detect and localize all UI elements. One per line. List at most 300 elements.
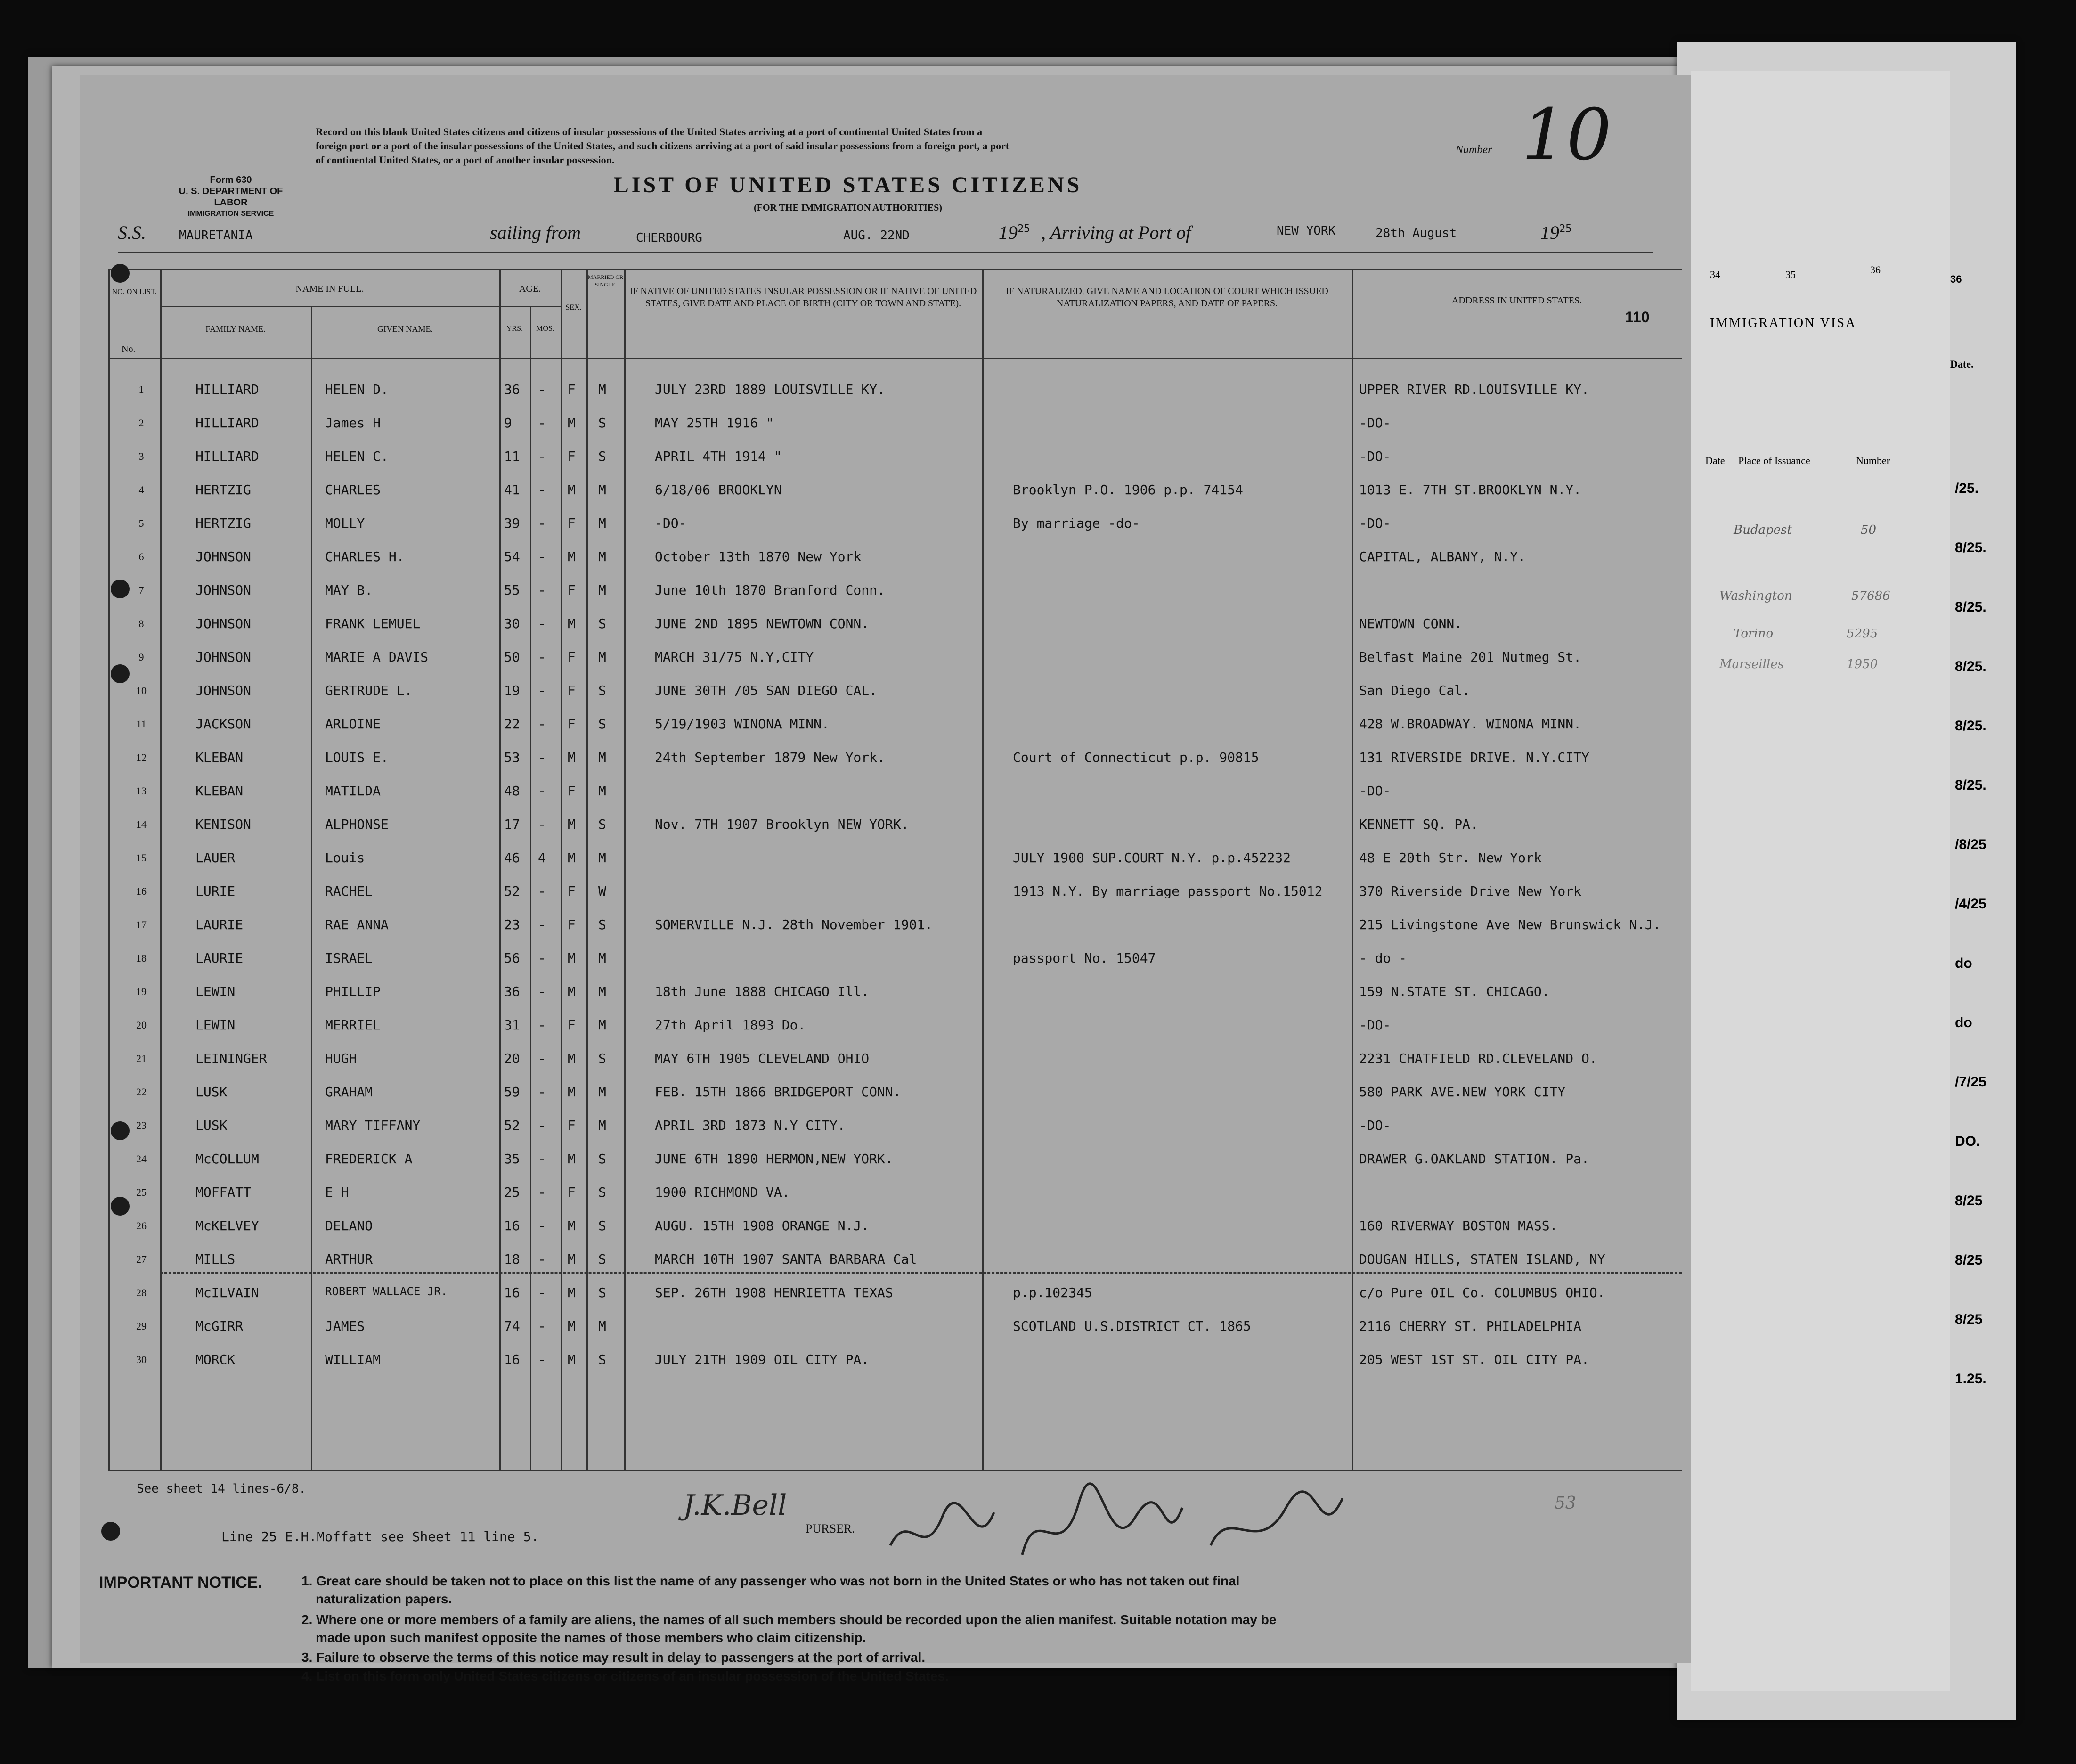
official-signatures	[881, 1489, 1352, 1569]
row-12-sex: M	[568, 750, 576, 765]
row-10-birth: JUNE 30TH /05 SAN DIEGO CAL.	[655, 683, 878, 698]
row-10-family: JOHNSON	[195, 683, 252, 698]
row-22-given: GRAHAM	[325, 1084, 373, 1100]
row-27-family: MILLS	[195, 1251, 236, 1267]
punch-hole	[111, 580, 130, 598]
col-border-0	[108, 269, 110, 1470]
row-10-sex: F	[568, 683, 576, 698]
row-29-ms: M	[598, 1318, 606, 1334]
row-30-n: 30	[136, 1354, 147, 1365]
table-bottom-border	[108, 1470, 1682, 1471]
visa-date-1: /25.	[1955, 481, 1979, 496]
row-18-sex: M	[568, 950, 576, 966]
row-16-n: 16	[136, 885, 147, 897]
row-22-n: 22	[136, 1086, 147, 1098]
visa-place-2: Washington	[1719, 589, 1792, 603]
row-1-addr: UPPER RIVER RD.LOUISVILLE KY.	[1359, 382, 1589, 397]
row-25-sex: F	[568, 1184, 576, 1200]
row-24-sex: M	[568, 1151, 576, 1167]
row-18-addr: - do -	[1359, 950, 1407, 966]
col-border-5	[561, 269, 562, 1470]
row-2-addr: -DO-	[1359, 415, 1391, 431]
header-family-name: FAMILY NAME.	[205, 324, 266, 334]
row-5-given: MOLLY	[325, 515, 365, 531]
ss-label: S.S.	[118, 222, 146, 243]
row-27-birth: MARCH 10TH 1907 SANTA BARBARA Cal	[655, 1251, 917, 1267]
row-17-sex: F	[568, 917, 576, 932]
row-27-sex: M	[568, 1251, 576, 1267]
row-18-age: 56	[504, 950, 520, 966]
department-name: U. S. DEPARTMENT OF LABOR	[179, 186, 283, 208]
row-1-ms: M	[598, 382, 606, 397]
arriving-label: , Arriving at Port of	[1041, 222, 1191, 243]
row-19-n: 19	[136, 986, 147, 997]
row-27-n: 27	[136, 1253, 147, 1265]
row-21-ms: S	[598, 1051, 606, 1066]
row-11-addr: 428 W.BROADWAY. WINONA MINN.	[1359, 716, 1582, 732]
row-29-addr: 2116 CHERRY ST. PHILADELPHIA	[1359, 1318, 1582, 1334]
row-16-nat: 1913 N.Y. By marriage passport No.15012	[1013, 883, 1323, 899]
row-24-given: FREDERICK A	[325, 1151, 413, 1167]
row-8-addr: NEWTOWN CONN.	[1359, 616, 1463, 631]
row-28-given: ROBERT WALLACE JR.	[325, 1285, 448, 1298]
row-3-family: HILLIARD	[195, 449, 259, 464]
visa-date-header: Date	[1705, 455, 1725, 466]
row-3-ms: S	[598, 449, 606, 464]
row-24-age: 35	[504, 1151, 520, 1167]
row-11-given: ARLOINE	[325, 716, 381, 732]
header-naturalization: IF NATURALIZED, GIVE NAME AND LOCATION OF COURT WHICH ISSUED NATURALIZATION PAPERS, AND DATE OF PAPERS.	[1006, 286, 1328, 309]
row-24-ms: S	[598, 1151, 606, 1167]
visa-date-12: DO.	[1955, 1134, 1980, 1149]
row-21-mos: -	[538, 1051, 546, 1066]
row-29-age: 74	[504, 1318, 520, 1334]
row-19-addr: 159 N.STATE ST. CHICAGO.	[1359, 984, 1550, 999]
row-4-family: HERTZIG	[195, 482, 252, 498]
row-12-given: LOUIS E.	[325, 750, 389, 765]
year-2: $19^{25}$	[1540, 222, 1572, 243]
row-14-ms: S	[598, 817, 606, 832]
row-20-given: MERRIEL	[325, 1017, 381, 1033]
visa-place-header: Place of Issuance	[1738, 455, 1810, 466]
row-10-given: GERTRUDE L.	[325, 683, 413, 698]
row-26-birth: AUGU. 15TH 1908 ORANGE N.J.	[655, 1218, 870, 1233]
row-28-nat: p.p.102345	[1013, 1285, 1092, 1300]
row-20-sex: F	[568, 1017, 576, 1033]
row-9-mos: -	[538, 649, 546, 665]
row-3-birth: APRIL 4TH 1914 "	[655, 449, 782, 464]
row-5-age: 39	[504, 515, 520, 531]
table-header-border	[108, 358, 1682, 359]
row-28-birth: SEP. 26TH 1908 HENRIETTA TEXAS	[655, 1285, 893, 1300]
row-24-family: McCOLLUM	[195, 1151, 259, 1167]
row-16-addr: 370 Riverside Drive New York	[1359, 883, 1582, 899]
row-7-mos: -	[538, 582, 546, 598]
row-12-age: 53	[504, 750, 520, 765]
row-20-birth: 27th April 1893 Do.	[655, 1017, 806, 1033]
row-28-sex: M	[568, 1285, 576, 1300]
row-15-n: 15	[136, 852, 147, 864]
row-24-n: 24	[136, 1153, 147, 1165]
row-14-given: ALPHONSE	[325, 817, 389, 832]
row-19-birth: 18th June 1888 CHICAGO Ill.	[655, 984, 870, 999]
row-6-mos: -	[538, 549, 546, 564]
col-border-8	[982, 269, 984, 1470]
visa-number-header: Number	[1856, 455, 1890, 466]
visa-date-2: 8/25.	[1955, 540, 1986, 555]
row-19-mos: -	[538, 984, 546, 999]
visa-sheet	[1691, 71, 1950, 1691]
row-14-sex: M	[568, 817, 576, 832]
row-4-nat: Brooklyn P.O. 1906 p.p. 74154	[1013, 482, 1243, 498]
visa-header: IMMIGRATION VISA	[1710, 316, 1857, 330]
row-17-age: 23	[504, 917, 520, 932]
visa-date-16: 1.25.	[1955, 1371, 1986, 1387]
voyage-underline	[118, 252, 1653, 253]
row-9-family: JOHNSON	[195, 649, 252, 665]
row-6-given: CHARLES H.	[325, 549, 405, 564]
instructions	[316, 125, 1503, 167]
header-no-on-list: NO. ON LIST.	[112, 288, 157, 296]
count-stamp: 110	[1625, 309, 1650, 326]
row-21-sex: M	[568, 1051, 576, 1066]
row-28-age: 16	[504, 1285, 520, 1300]
row-3-addr: -DO-	[1359, 449, 1391, 464]
col-border-6	[586, 269, 588, 1470]
row-6-sex: M	[568, 549, 576, 564]
col-border-9	[1352, 269, 1353, 1470]
notice-item-1b: naturalization papers.	[316, 1592, 452, 1606]
row-21-given: HUGH	[325, 1051, 357, 1066]
row-13-mos: -	[538, 783, 546, 799]
row-11-sex: F	[568, 716, 576, 732]
row-7-family: JOHNSON	[195, 582, 252, 598]
row-1-age: 36	[504, 382, 520, 397]
col-num-34: 34	[1710, 269, 1720, 280]
row-1-birth: JULY 23RD 1889 LOUISVILLE KY.	[655, 382, 885, 397]
visa-date-7: /8/25	[1955, 837, 1986, 852]
row-23-mos: -	[538, 1118, 546, 1133]
row-4-age: 41	[504, 482, 520, 498]
row-18-family: LAURIE	[195, 950, 244, 966]
date-to: 28th August	[1376, 226, 1457, 240]
row-18-n: 18	[136, 952, 147, 964]
visa-number-1: 50	[1861, 523, 1877, 537]
service-name: IMMIGRATION SERVICE	[187, 210, 274, 218]
row-30-mos: -	[538, 1352, 546, 1367]
col-border-7	[624, 269, 626, 1470]
row-4-given: CHARLES	[325, 482, 381, 498]
notice-item-4: 4. List on this form only United States citizens or citizens of an insular possession of the United States.	[301, 1669, 949, 1683]
row-15-family: LAUER	[195, 850, 236, 866]
row-26-n: 26	[136, 1220, 147, 1232]
row-3-n: 3	[138, 450, 144, 462]
row-14-age: 17	[504, 817, 520, 832]
visa-date-6: 8/25.	[1955, 777, 1986, 793]
row-9-birth: MARCH 31/75 N.Y,CITY	[655, 649, 814, 665]
row-21-n: 21	[136, 1053, 147, 1064]
notice-item-3: 3. Failure to observe the terms of this notice may result in delay to passengers at the port of arrival.	[301, 1650, 926, 1665]
visa-date-8: /4/25	[1955, 896, 1986, 912]
header-age: AGE.	[519, 284, 541, 294]
row-9-sex: F	[568, 649, 576, 665]
row-15-ms: M	[598, 850, 606, 866]
row-22-family: LUSK	[195, 1084, 228, 1100]
row-7-age: 55	[504, 582, 520, 598]
row-19-given: PHILLIP	[325, 984, 381, 999]
row-4-mos: -	[538, 482, 546, 498]
row-24-addr: DRAWER G.OAKLAND STATION. Pa.	[1359, 1151, 1589, 1167]
row-26-family: McKELVEY	[195, 1218, 259, 1233]
row-9-age: 50	[504, 649, 520, 665]
row-5-n: 5	[138, 517, 144, 529]
row-2-sex: M	[568, 415, 576, 431]
row-11-n: 11	[136, 718, 147, 730]
row-7-n: 7	[138, 584, 144, 596]
row-9-ms: M	[598, 649, 606, 665]
row-25-age: 25	[504, 1184, 520, 1200]
row-7-given: MAY B.	[325, 582, 373, 598]
see-sheet-note: See sheet 14 lines-6/8.	[137, 1482, 307, 1496]
row-21-family: LEININGER	[195, 1051, 267, 1066]
row-8-mos: -	[538, 616, 546, 631]
row-20-ms: M	[598, 1017, 606, 1033]
header-name-in-full: NAME IN FULL.	[295, 284, 364, 294]
visa-date-3: 8/25.	[1955, 599, 1986, 615]
row-28-ms: S	[598, 1285, 606, 1300]
row-29-n: 29	[136, 1320, 147, 1332]
row-1-sex: F	[568, 382, 576, 397]
row-21-age: 20	[504, 1051, 520, 1066]
instruction-line-2: foreign port or a port of the insular possessions of the United States, and such citizens arriving at a port of said insular possessions from a foreign port, a port	[316, 140, 1010, 152]
form-title: LIST OF UNITED STATES CITIZENS	[613, 172, 1083, 197]
row-19-sex: M	[568, 984, 576, 999]
row-11-birth: 5/19/1903 WINONA MINN.	[655, 716, 830, 732]
row-12-mos: -	[538, 750, 546, 765]
row-6-addr: CAPITAL, ALBANY, N.Y.	[1359, 549, 1526, 564]
row-18-ms: M	[598, 950, 606, 966]
row-14-mos: -	[538, 817, 546, 832]
row-20-n: 20	[136, 1019, 147, 1031]
row-16-ms: W	[598, 883, 606, 899]
row-17-n: 17	[136, 919, 147, 931]
form-number: Form 630	[210, 175, 252, 185]
row-10-age: 19	[504, 683, 520, 698]
row-27-mos: -	[538, 1251, 546, 1267]
row-1-given: HELEN D.	[325, 382, 389, 397]
row-12-family: KLEBAN	[195, 750, 244, 765]
row-21-addr: 2231 CHATFIELD RD.CLEVELAND O.	[1359, 1051, 1597, 1066]
row-13-sex: F	[568, 783, 576, 799]
row-4-addr: 1013 E. 7TH ST.BROOKLYN N.Y.	[1359, 482, 1582, 498]
header-birth-place: IF NATIVE OF UNITED STATES INSULAR POSSESSION OR IF NATIVE OF UNITED STATES, GIVE DATE AND PLACE OF BIRTH (CITY OR TOWN AND STATE).	[629, 286, 977, 309]
row-18-mos: -	[538, 950, 546, 966]
row-16-age: 52	[504, 883, 520, 899]
form-id-block	[174, 174, 287, 220]
col-border-2	[311, 306, 312, 1470]
header-address: ADDRESS IN UNITED STATES.	[1451, 295, 1582, 306]
row-9-addr: Belfast Maine 201 Nutmeg St.	[1359, 649, 1582, 665]
row-2-n: 2	[138, 417, 144, 429]
row-17-ms: S	[598, 917, 606, 932]
row-18-nat: passport No. 15047	[1013, 950, 1156, 966]
date-column	[1950, 264, 2063, 1387]
visa-date-13: 8/25	[1955, 1193, 1983, 1209]
row-17-family: LAURIE	[195, 917, 244, 932]
row-25-mos: -	[538, 1184, 546, 1200]
row-23-ms: M	[598, 1118, 606, 1133]
row-17-birth: SOMERVILLE N.J. 28th November 1901.	[655, 917, 933, 932]
visa-date-9: do	[1955, 956, 1972, 971]
col-border-4	[530, 306, 531, 1470]
visa-date-14: 8/25	[1955, 1252, 1983, 1268]
row-20-age: 31	[504, 1017, 520, 1033]
col-border-3	[499, 269, 501, 1470]
row-11-age: 22	[504, 716, 520, 732]
row-6-ms: M	[598, 549, 606, 564]
row-3-mos: -	[538, 449, 546, 464]
row-26-sex: M	[568, 1218, 576, 1233]
row-23-birth: APRIL 3RD 1873 N.Y CITY.	[655, 1118, 846, 1133]
instruction-line-3: of continental United States, or a port of another insular possession.	[316, 154, 615, 166]
notice-item-2: 2. Where one or more members of a family are aliens, the names of all such members should be recorded upon the alien manifest. Suitable notation may be	[301, 1612, 1277, 1627]
row-11-family: JACKSON	[195, 716, 252, 732]
row-19-family: LEWIN	[195, 984, 236, 999]
row-25-birth: 1900 RICHMOND VA.	[655, 1184, 790, 1200]
date-col-header: Date.	[1950, 358, 1974, 370]
number-label: Number	[1456, 144, 1492, 156]
row-8-birth: JUNE 2ND 1895 NEWTOWN CONN.	[655, 616, 870, 631]
row-26-ms: S	[598, 1218, 606, 1233]
row-1-mos: -	[538, 382, 546, 397]
row-19-ms: M	[598, 984, 606, 999]
row-30-age: 16	[504, 1352, 520, 1367]
row-13-n: 13	[136, 785, 147, 797]
line-25-note: Line 25 E.H.Moffatt see Sheet 11 line 5.	[221, 1529, 539, 1544]
row-17-addr: 215 Livingstone Ave New Brunswick N.J.	[1359, 917, 1661, 932]
ship-name: MAURETANIA	[179, 229, 253, 243]
row-28-addr: c/o Pure OIL Co. COLUMBUS OHIO.	[1359, 1285, 1605, 1300]
row-12-birth: 24th September 1879 New York.	[655, 750, 885, 765]
row-10-addr: San Diego Cal.	[1359, 683, 1471, 698]
row-1-n: 1	[138, 384, 144, 395]
visa-date-11: /7/25	[1955, 1074, 1986, 1090]
row-7-sex: F	[568, 582, 576, 598]
row-5-ms: M	[598, 515, 606, 531]
row-15-given: Louis	[325, 850, 365, 866]
row-8-sex: M	[568, 616, 576, 631]
row-27-ms: S	[598, 1251, 606, 1267]
row-2-birth: MAY 25TH 1916 "	[655, 415, 774, 431]
row-2-given: James H	[325, 415, 381, 431]
sailing-label: sailing from	[490, 222, 581, 243]
row-30-sex: M	[568, 1352, 576, 1367]
row-23-addr: -DO-	[1359, 1118, 1391, 1133]
row-13-age: 48	[504, 783, 520, 799]
row-16-given: RACHEL	[325, 883, 373, 899]
row-2-age: 9	[504, 415, 512, 431]
punch-hole	[111, 1121, 130, 1140]
row-17-mos: -	[538, 917, 546, 932]
row-4-birth: 6/18/06 BROOKLYN	[655, 482, 782, 498]
row-26-addr: 160 RIVERWAY BOSTON MASS.	[1359, 1218, 1558, 1233]
row-30-birth: JULY 21TH 1909 OIL CITY PA.	[655, 1352, 870, 1367]
date-col-number: 36	[1950, 273, 1962, 285]
visa-number-4: 1950	[1847, 657, 1878, 671]
row-2-ms: S	[598, 415, 606, 431]
row-28-family: McILVAIN	[195, 1285, 259, 1300]
header-sex: SEX.	[565, 303, 582, 311]
punch-hole	[111, 1197, 130, 1216]
row-23-given: MARY TIFFANY	[325, 1118, 421, 1133]
row-25-given: E H	[325, 1184, 349, 1200]
punch-hole	[101, 1522, 120, 1541]
port-from: CHERBOURG	[636, 231, 702, 245]
row-14-family: KENISON	[195, 817, 252, 832]
row-20-family: LEWIN	[195, 1017, 236, 1033]
row-30-ms: S	[598, 1352, 606, 1367]
visa-number-3: 5295	[1847, 627, 1878, 641]
purser-label: PURSER.	[806, 1522, 855, 1535]
row-14-birth: Nov. 7TH 1907 Brooklyn NEW YORK.	[655, 817, 909, 832]
row-12-nat: Court of Connecticut p.p. 90815	[1013, 750, 1259, 765]
header-given-name: GIVEN NAME.	[377, 324, 433, 334]
year-1: $19^{25}$	[999, 222, 1030, 243]
col-border-1	[160, 269, 162, 1470]
row-9-n: 9	[138, 651, 144, 663]
row-27-age: 18	[504, 1251, 520, 1267]
row-10-n: 10	[136, 685, 147, 696]
notice-label: IMPORTANT NOTICE.	[99, 1574, 262, 1592]
row-23-sex: F	[568, 1118, 576, 1133]
row-30-addr: 205 WEST 1ST ST. OIL CITY PA.	[1359, 1352, 1589, 1367]
row-29-nat: SCOTLAND U.S.DISTRICT CT. 1865	[1013, 1318, 1251, 1334]
col-num-36: 36	[1870, 264, 1881, 276]
row-6-n: 6	[138, 551, 144, 563]
number-value: 10	[1522, 94, 1612, 176]
row-13-addr: -DO-	[1359, 783, 1391, 799]
row-4-ms: M	[598, 482, 606, 498]
row-27-addr: DOUGAN HILLS, STATEN ISLAND, NY	[1359, 1251, 1605, 1267]
row-5-sex: F	[568, 515, 576, 531]
row-24-birth: JUNE 6TH 1890 HERMON,NEW YORK.	[655, 1151, 893, 1167]
row-16-family: LURIE	[195, 883, 236, 899]
citizens-list-form	[80, 75, 1691, 1683]
row-3-given: HELEN C.	[325, 449, 389, 464]
visa-date-15: 8/25	[1955, 1312, 1983, 1327]
row-19-age: 36	[504, 984, 520, 999]
row-5-addr: -DO-	[1359, 515, 1391, 531]
row-8-given: FRANK LEMUEL	[325, 616, 421, 631]
row-23-family: LUSK	[195, 1118, 228, 1133]
row-8-n: 8	[138, 618, 144, 629]
row-29-mos: -	[538, 1318, 546, 1334]
row-24-mos: -	[538, 1151, 546, 1167]
header-mos: MOS.	[536, 325, 554, 333]
visa-date-5: 8/25.	[1955, 718, 1986, 734]
row-4-sex: M	[568, 482, 576, 498]
row-14-addr: KENNETT SQ. PA.	[1359, 817, 1478, 832]
row-12-n: 12	[136, 751, 147, 763]
row-13-ms: M	[598, 783, 606, 799]
visa-place-4: Marseilles	[1719, 657, 1784, 671]
row-6-birth: October 13th 1870 New York	[655, 549, 862, 564]
form-subtitle: (FOR THE IMMIGRATION AUTHORITIES)	[754, 203, 942, 213]
row-30-given: WILLIAM	[325, 1352, 381, 1367]
row-20-addr: -DO-	[1359, 1017, 1391, 1033]
row-22-ms: M	[598, 1084, 606, 1100]
row-3-age: 11	[504, 449, 520, 464]
